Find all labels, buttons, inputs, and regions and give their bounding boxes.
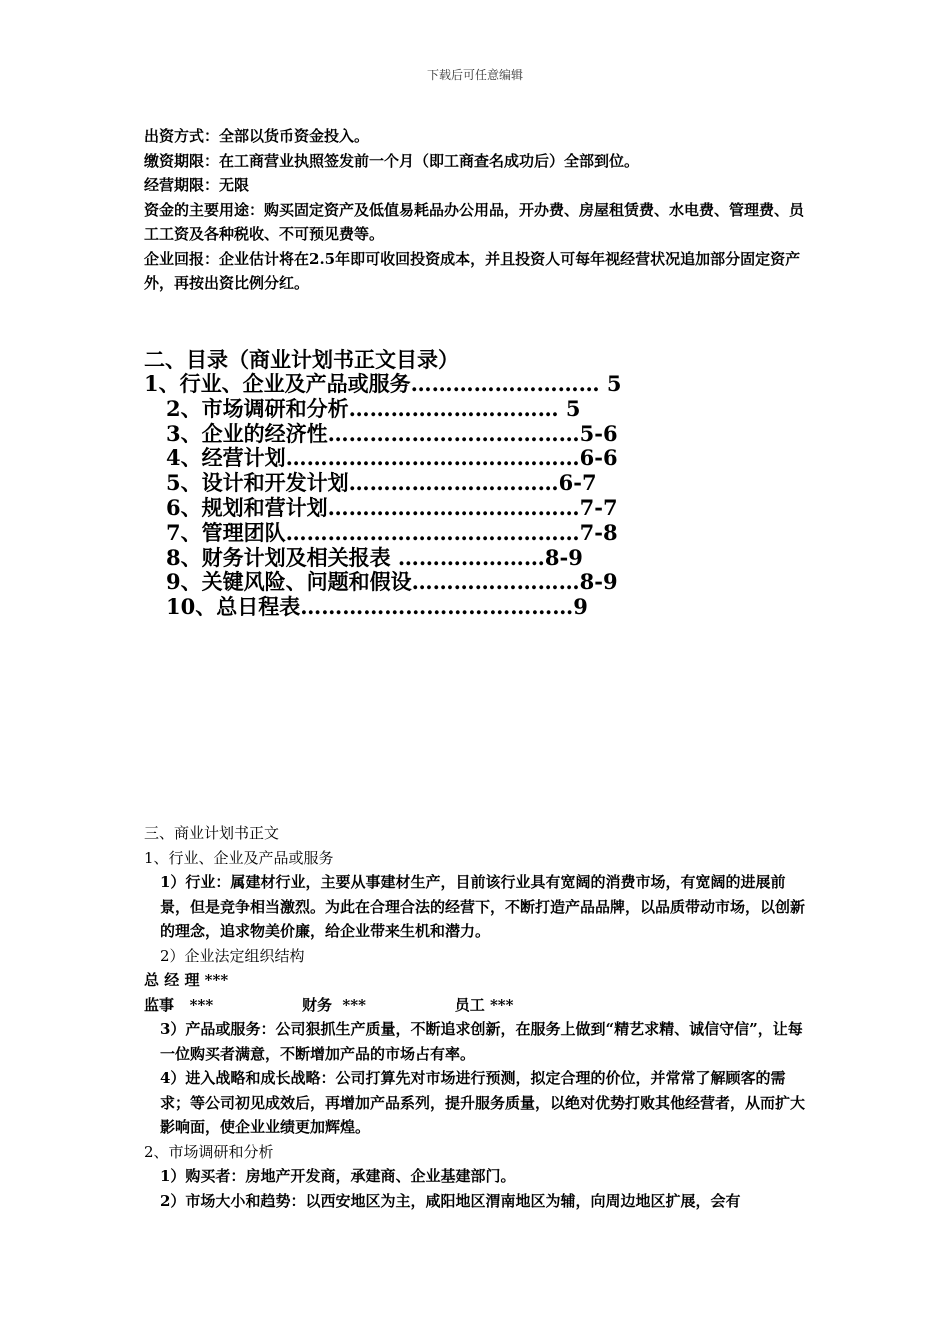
toc-item: 3、企业的经济性………………………………5-6 xyxy=(166,420,618,446)
table-of-contents xyxy=(144,347,844,620)
intro-enterprise-return: 企业回报：企业估计将在2.5年即可收回投资成本，并且投资人可每年视经营状况追加部分固定资产外，再按出资比例分红。 xyxy=(144,249,801,292)
products-services-paragraph: 3）产品或服务：公司狠抓生产质量，不断追求创新，在服务上做到“精艺求精、诚信守信”，让每一位购买者满意，不断增加产品的市场占有率。 xyxy=(160,1020,803,1063)
intro-funding-method: 出资方式：全部以货币资金投入。 xyxy=(144,127,370,145)
intro-section xyxy=(144,124,809,296)
toc-item: 8、财务计划及相关报表 …………………8-9 xyxy=(166,544,583,570)
intro-fund-usage: 资金的主要用途：购买固定资产及低值易耗品办公用品，开办费、房屋租赁费、水电费、管理费、员工工资及各种税收、不可预见费等。 xyxy=(144,200,805,243)
section-2-title: 2、市场调研和分析 xyxy=(144,1142,274,1161)
market-size-paragraph: 2）市场大小和趋势：以西安地区为主，咸阳地区渭南地区为辅，向周边地区扩展，会有 xyxy=(160,1191,741,1210)
toc-item: 5、设计和开发计划…………………………6-7 xyxy=(166,470,597,496)
intro-payment-deadline: 缴资期限：在工商营业执照签发前一个月（即工商查名成功后）全部到位。 xyxy=(144,151,640,170)
toc-item: 7、管理团队……………………………………7-8 xyxy=(166,519,618,545)
section-1-title: 1、行业、企业及产品或服务 xyxy=(144,848,334,867)
org-structure-heading: 2）企业法定组织结构 xyxy=(160,946,305,965)
business-plan-body xyxy=(144,821,809,1213)
toc-item: 1、行业、企业及产品或服务……………………… 5 xyxy=(144,371,622,396)
toc-item: 2、市场调研和分析………………………… 5 xyxy=(166,395,581,421)
toc-item: 4、经营计划……………………………………6-6 xyxy=(166,445,618,471)
buyers-paragraph: 1）购买者：房地产开发商，承建商、企业基建部门。 xyxy=(160,1167,516,1185)
org-staff-row: 监事 *** 财务 *** 员工 *** xyxy=(144,995,514,1014)
section-title: 三、商业计划书正文 xyxy=(144,824,280,842)
toc-title: 二、目录（商业计划书正文目录） xyxy=(144,347,459,372)
intro-operating-period: 经营期限：无限 xyxy=(144,176,250,194)
industry-paragraph: 1）行业：属建材行业，主要从事建材生产，目前该行业具有宽阔的消费市场，有宽阔的进展前景，但是竞争相当激烈。为此在合理合法的经营下，不断打造产品品牌，以品质带动市场，以创新的理念，追求物美价廉，给企业带来生机和潜力。 xyxy=(160,873,806,940)
strategy-paragraph: 4）进入战略和成长战略：公司打算先对市场进行预测，拟定合理的价位，并常常了解顾客的需求；等公司初见成效后，再增加产品系列，提升服务质量，以绝对优势打败其他经营者，从而扩大影响面，使企业业绩更加辉煌。 xyxy=(160,1069,806,1136)
org-general-manager: 总 经 理 *** xyxy=(144,971,229,989)
toc-item: 10、总日程表…………………………………9 xyxy=(166,594,588,620)
toc-item: 6、规划和营计划………………………………7-7 xyxy=(166,494,618,520)
toc-item: 9、关键风险、问题和假设……………………8-9 xyxy=(166,569,618,595)
page-header: 下载后可任意编辑 xyxy=(426,68,523,82)
